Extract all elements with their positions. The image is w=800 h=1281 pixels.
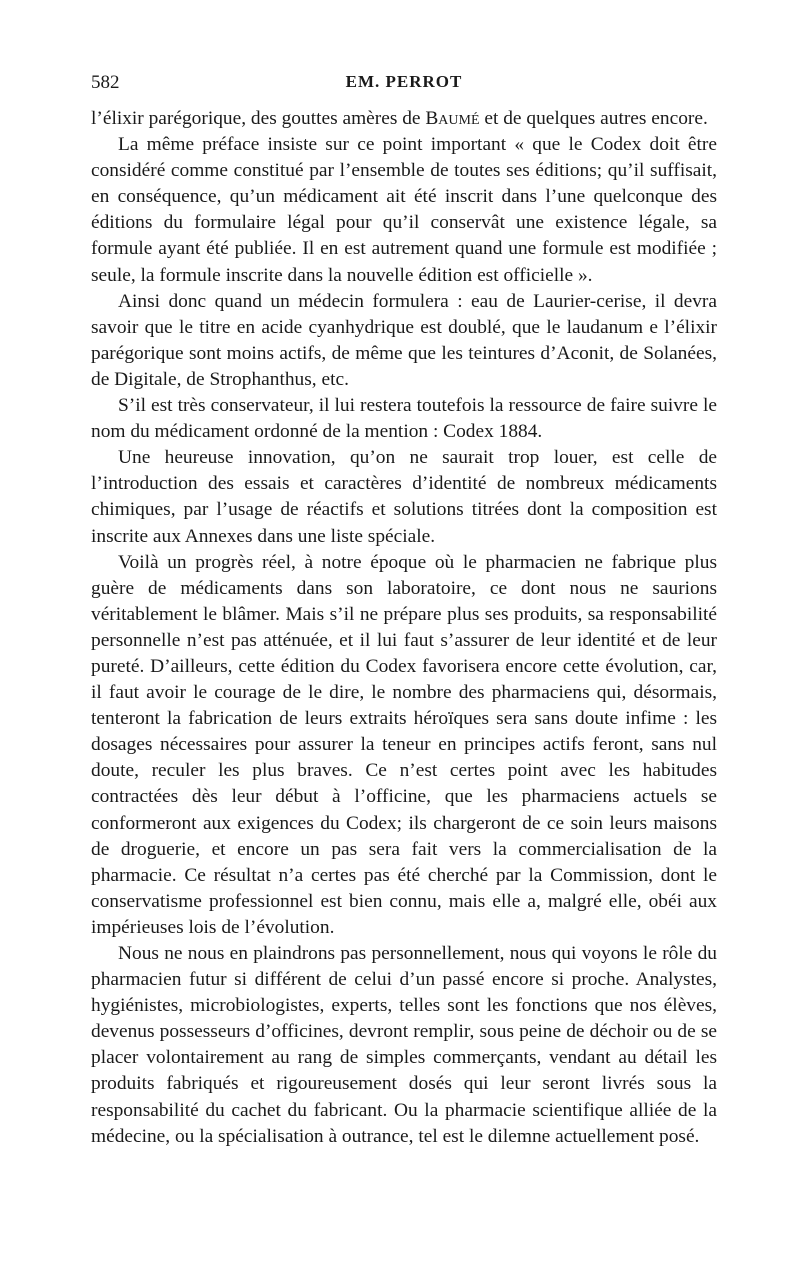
paragraph-text: et de quelques autres encore.: [479, 108, 708, 129]
paragraph: Voilà un progrès réel, à notre époque où le pharmacien ne fabrique plus guère de médicaments dans son laboratoire, ce dont nous ne saurions véritablement le blâmer. Mais s’il ne prépare plus ses produits, sa responsabilité personnelle n’est pas atténuée, et il lui faut s’assurer de leur identité et de leur pureté. D’ailleurs, cette édition du Codex favorisera encore cette évolution, car, il faut avoir le courage de le dire, le nombre des pharmaciens qui, désormais, tenteront la fabrication de leurs extraits héroïques sera sans doute infime : les dosages nécessaires pour assurer la teneur en principes actifs feront, sans nul doute, reculer les plus braves. Ce n’est certes point avec les habitudes contractées dès leur début à l’officine, que les pharmaciens actuels se conformeront aux exigences du Codex; ils chargeront de ce soin leurs maisons de droguerie, et encore un pas sera fait vers la commercialisation de la pharmacie. Ce résultat n’a certes pas été cherché par la Commission, dont le conservatisme professionnel est bien connu, mais elle a, malgré elle, obéi aux impérieuses lois de l’évolution.: [91, 551, 717, 938]
paragraph: [91, 106, 717, 132]
paragraph: Ainsi donc quand un médecin formulera : eau de Laurier-cerise, il devra savoir que le titre en acide cyanhydrique est doublé, que le laudanum e l’élixir parégorique sont moins actifs, de même que les teintures d’Aconit, de Solanées, de Digitale, de Strophanthus, etc.: [91, 290, 717, 390]
page-header: [91, 72, 717, 102]
running-head: EM. PERROT: [345, 72, 463, 91]
paragraph-text: l’élixir parégorique, des gouttes amères de: [91, 108, 426, 129]
author-name: Baumé: [425, 108, 480, 129]
paragraph: Une heureuse innovation, qu’on ne saurait trop louer, est celle de l’introduction des essais et caractères d’identité de nombreux médicaments chimiques, par l’usage de réactifs et solutions titrées dont la composition est inscrite aux Annexes dans une liste spéciale.: [91, 447, 717, 547]
page-number: 582: [91, 72, 120, 93]
paragraph: Nous ne nous en plaindrons pas personnellement, nous qui voyons le rôle du pharmacien futur si différent de celui d’un passé encore si proche. Analystes, hygiénistes, microbiologistes, experts, telles sont les fonctions que nos élèves, devenus possesseurs d’officines, devront remplir, sous peine de déchoir ou de se placer volontairement au rang de simples commerçants, vendant au détail les produits fabriqués et rigoureusement dosés qui leur seront livrés sous la responsabilité du cachet du fabricant. Ou la pharmacie scientifique alliée de la médecine, ou la spécialisation à outrance, tel est le dilemne actuellement posé.: [91, 943, 717, 1147]
document-page: [91, 72, 717, 1150]
body-text: [91, 106, 717, 1150]
paragraph: S’il est très conservateur, il lui restera toutefois la ressource de faire suivre le nom du médicament ordonné de la mention : Codex 1884.: [91, 395, 717, 443]
paragraph: La même préface insiste sur ce point important « que le Codex doit être considéré comme constitué par l’ensemble de toutes ses éditions; qu’il suffisait, en conséquence, qu’un médicament ait été inscrit dans l’une quelconque des éditions du formulaire légal pour qu’il conservât une existence légale, sa formule ayant été publiée. Il en est autrement quand une formule est modifiée ; seule, la formule inscrite dans la nouvelle édition est officielle ».: [91, 134, 717, 286]
